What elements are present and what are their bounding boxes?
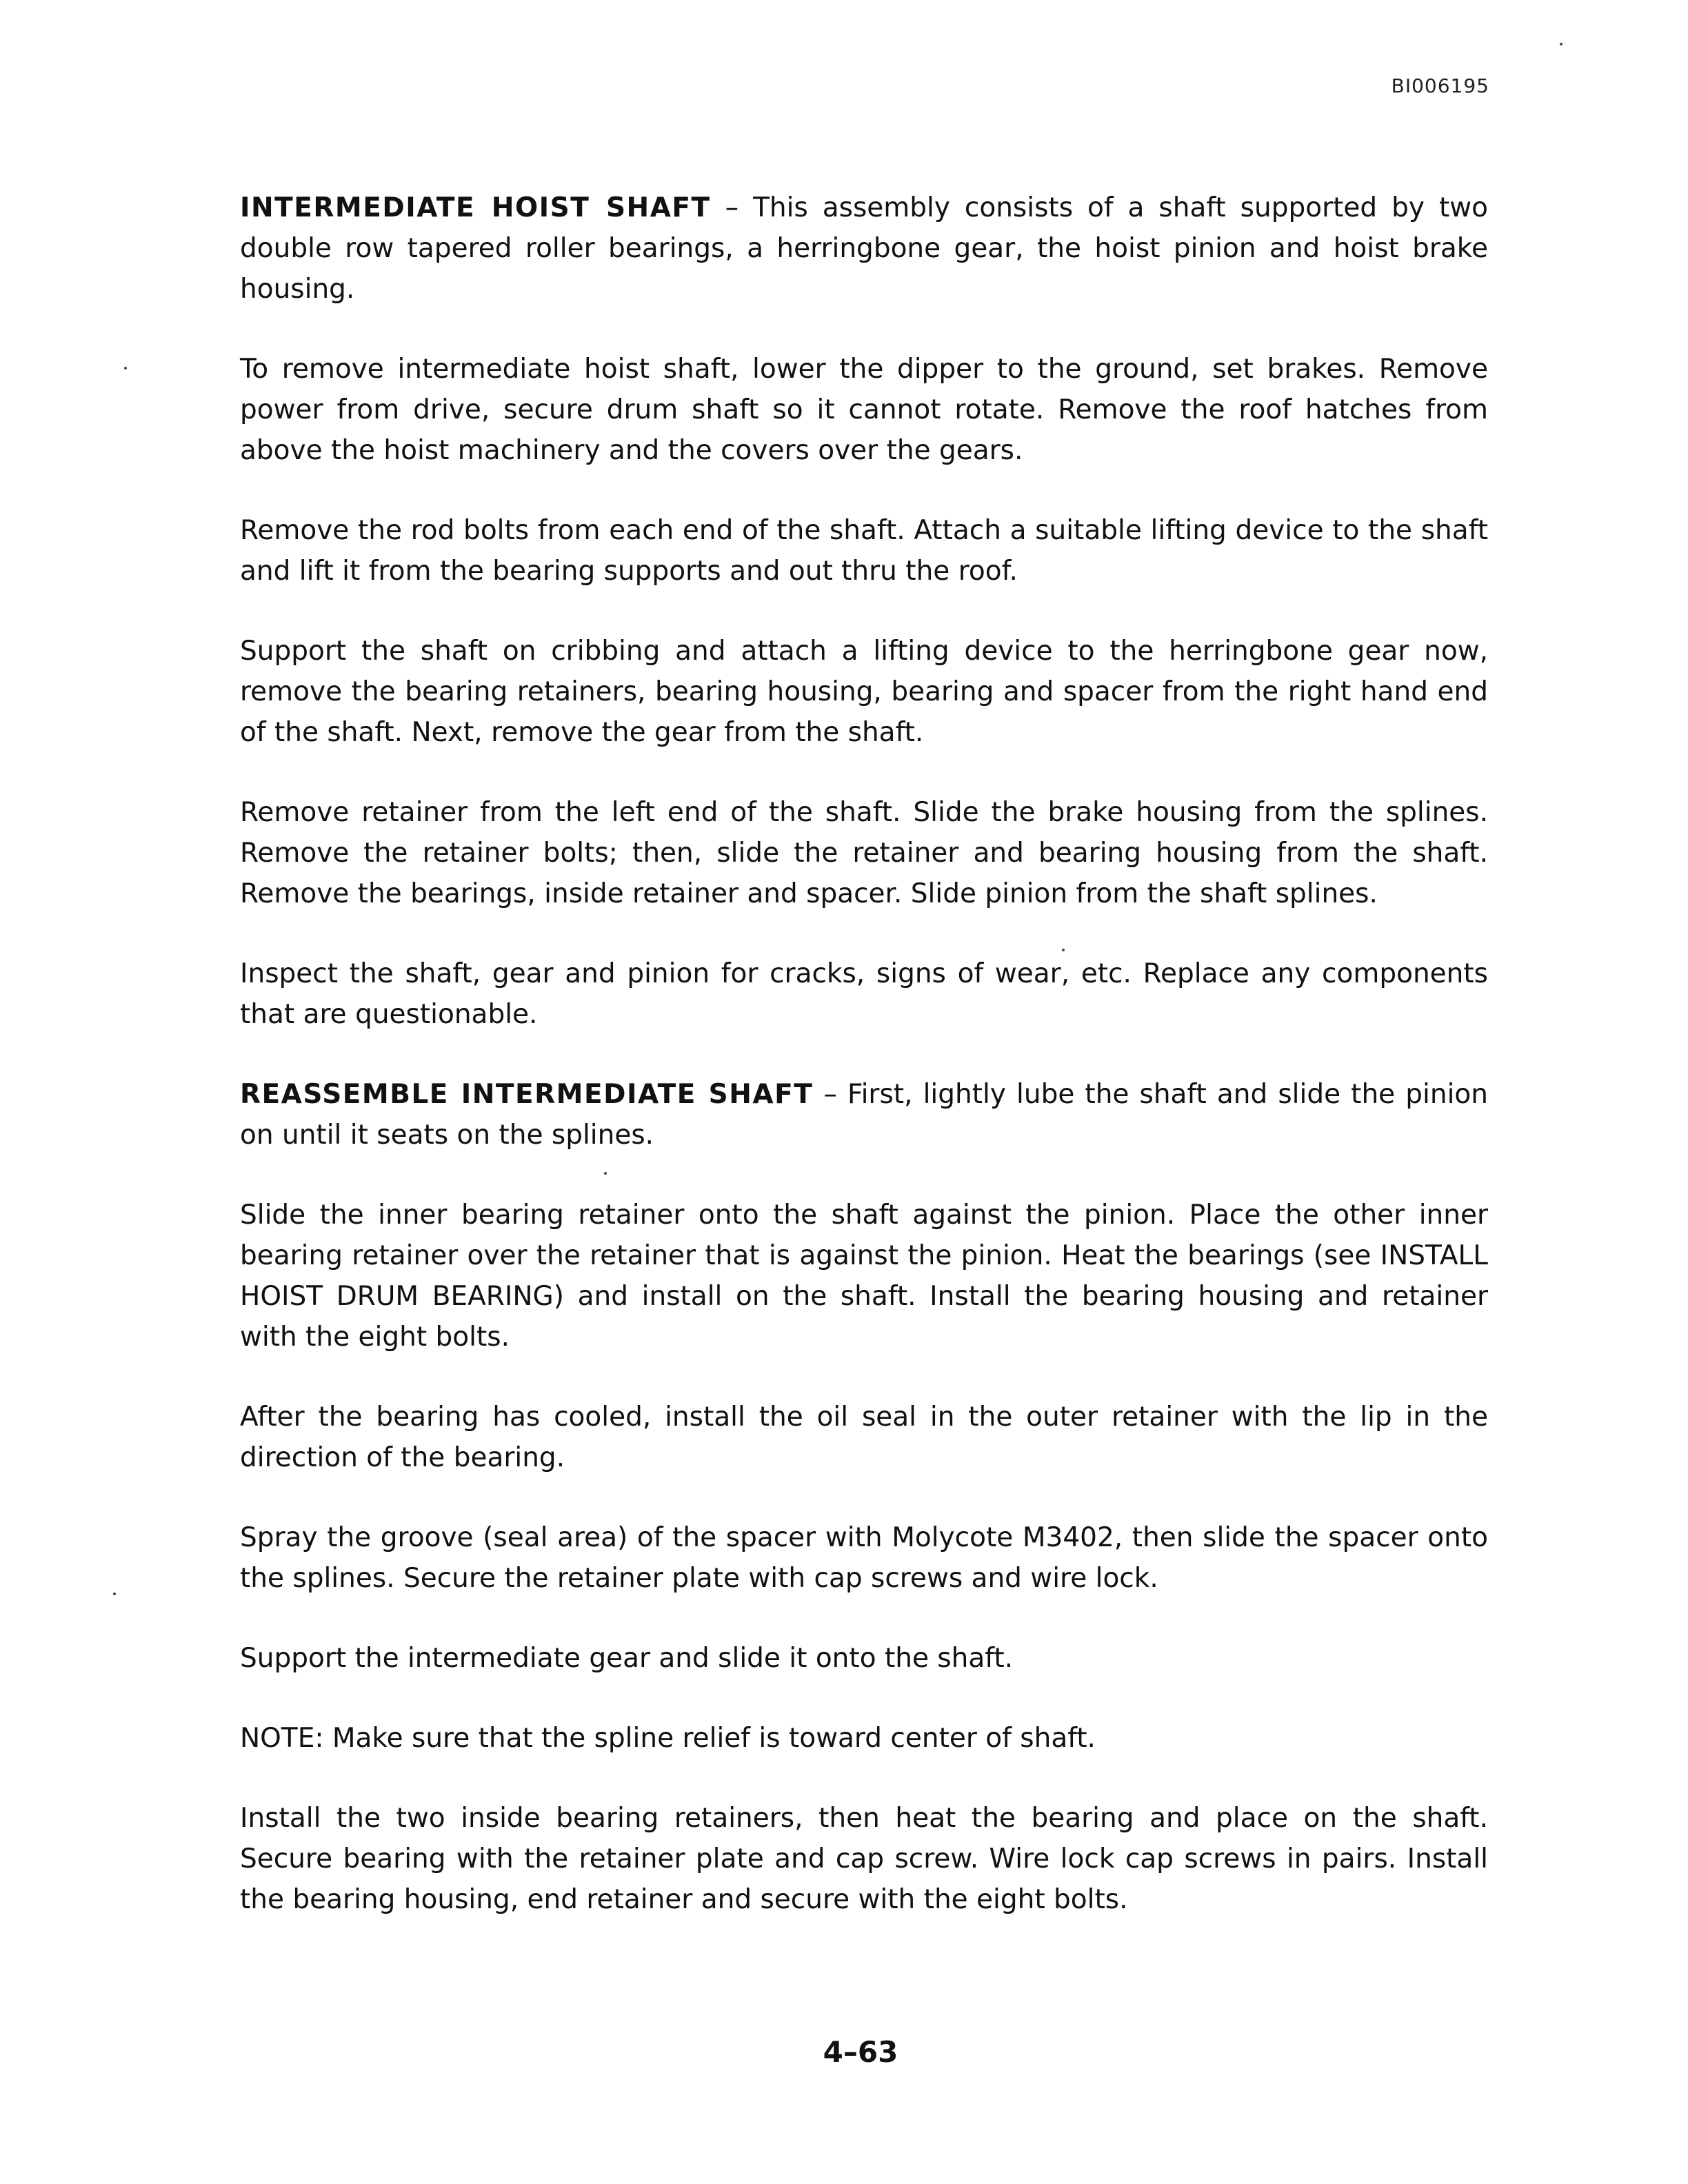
paragraph-inner-retainer: Slide the inner bearing retainer onto the shaft against the pinion. Place the other inner bearing retainer over the retainer that is against the pinion. Heat the bearings (see INSTALL HOIST DRUM BEARING) and install on the shaft. Install the bearing housing and retainer with the eight bolts. bbox=[240, 1200, 1488, 1353]
scan-speck bbox=[1062, 949, 1065, 951]
paragraph-reassemble bbox=[240, 1074, 1488, 1155]
paragraph-text: – First, lightly lube the shaft and slide the pinion on until it seats on the splines. bbox=[240, 1079, 1488, 1151]
page-number: 4–63 bbox=[823, 2035, 898, 2069]
scan-speck bbox=[124, 367, 127, 370]
paragraph-support-shaft: Support the shaft on cribbing and attach a lifting device to the herringbone gear now, remove the bearing retainers, bearing housing, bearing and spacer from the right hand end of the shaft. Next, remove the gear from the shaft. bbox=[240, 636, 1488, 748]
paragraph-remove-retainer: Remove retainer from the left end of the shaft. Slide the brake housing from the splines. Remove the retainer bolts; then, slide the retainer and bearing housing from the shaft. Remove the bearings, inside retainer and spacer. Slide pinion from the shaft splines. bbox=[240, 797, 1488, 909]
paragraph-intermediate-gear: Support the intermediate gear and slide it onto the shaft. bbox=[240, 1643, 1014, 1674]
scan-speck bbox=[113, 1593, 116, 1595]
paragraph-install-bearing: Install the two inside bearing retainers, then heat the bearing and place on the shaft. Secure bearing with the retainer plate and cap screw. Wire lock cap screws in pairs. Install the bearing housing, end retainer and secure with the eight bolts. bbox=[240, 1803, 1488, 1915]
paragraph-intermediate-hoist-shaft bbox=[240, 188, 1488, 310]
section-heading: REASSEMBLE INTERMEDIATE SHAFT bbox=[240, 1079, 814, 1110]
paragraph-rod-bolts: Remove the rod bolts from each end of the shaft. Attach a suitable lifting device to the shaft and lift it from the bearing supports and out thru the roof. bbox=[240, 515, 1488, 587]
paragraph-text: – This assembly consists of a shaft supported by two double row tapered roller bearings, a herringbone gear, the hoist pinion and hoist brake housing. bbox=[240, 192, 1488, 305]
document-body bbox=[240, 188, 1488, 1959]
scan-speck bbox=[1560, 43, 1563, 46]
paragraph-spacer: Spray the groove (seal area) of the spacer with Molycote M3402, then slide the spacer onto the splines. Secure the retainer plate with cap screws and wire lock. bbox=[240, 1522, 1488, 1594]
paragraph-removal-prep: To remove intermediate hoist shaft, lower the dipper to the ground, set brakes. Remove power from drive, secure drum shaft so it cannot rotate. Remove the roof hatches from above the hoist machinery and the covers over the gears. bbox=[240, 354, 1488, 466]
paragraph-note: NOTE: Make sure that the spline relief is toward center of shaft. bbox=[240, 1723, 1096, 1754]
document-id: BI006195 bbox=[1391, 74, 1489, 97]
paragraph-inspect: Inspect the shaft, gear and pinion for cracks, signs of wear, etc. Replace any components that are questionable. bbox=[240, 958, 1488, 1030]
paragraph-oil-seal: After the bearing has cooled, install the oil seal in the outer retainer with the lip in the direction of the bearing. bbox=[240, 1402, 1488, 1473]
section-heading: INTERMEDIATE HOIST SHAFT bbox=[240, 192, 711, 223]
scan-speck bbox=[604, 1172, 607, 1175]
